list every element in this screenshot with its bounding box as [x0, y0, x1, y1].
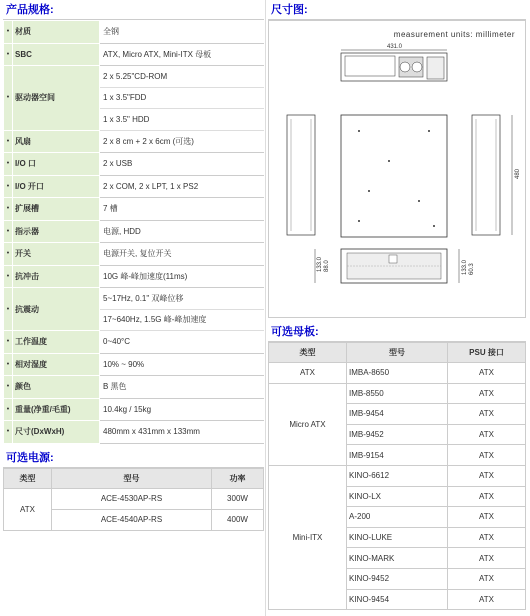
psu-model-cell: ACE-4530AP-RS [52, 488, 212, 509]
spec-key: 抗冲击 [13, 265, 100, 288]
table-row [4, 421, 264, 444]
dims-title: 尺寸图: [268, 0, 526, 20]
board-model-cell: IMB-8550 [347, 383, 448, 404]
table-row [269, 383, 526, 404]
table-row [4, 220, 264, 243]
spec-value: ATX, Micro ATX, Mini-ITX 母板 [100, 43, 264, 66]
psu-table [3, 468, 264, 531]
bullet-icon: • [4, 66, 13, 131]
spec-value: 480mm x 431mm x 133mm [100, 421, 264, 444]
boards-table [268, 342, 526, 610]
height-label-4: 60.3 [469, 263, 475, 275]
bullet-icon: • [4, 331, 13, 354]
board-psu-cell: ATX [448, 548, 526, 569]
spec-value: 2 x COM, 2 x LPT, 1 x PS2 [100, 175, 264, 198]
bullet-icon: • [4, 130, 13, 153]
board-psu-cell: ATX [448, 363, 526, 384]
psu-type-cell: ATX [4, 488, 52, 530]
table-row [4, 353, 264, 376]
spec-key: 开关 [13, 243, 100, 266]
spec-value: 1 x 3.5"FDD [100, 87, 264, 109]
spec-value: 10G 峰-峰加速度(11ms) [100, 265, 264, 288]
table-row [4, 175, 264, 198]
psu-power-cell: 300W [212, 488, 264, 509]
spec-key: 指示器 [13, 220, 100, 243]
board-model-cell: KINO-9454 [347, 589, 448, 610]
measurement-caption: measurement units: millimeter [393, 30, 515, 39]
spec-value: 电源开关, 复位开关 [100, 243, 264, 266]
board-psu-cell: ATX [448, 589, 526, 610]
board-model-cell: IMB-9154 [347, 445, 448, 466]
spec-value: 电源, HDD [100, 220, 264, 243]
spec-key: I/O 开口 [13, 175, 100, 198]
board-psu-cell: ATX [448, 527, 526, 548]
spec-table [3, 20, 264, 444]
bullet-icon: • [4, 21, 13, 44]
width-label: 431.0 [387, 44, 403, 50]
bullet-icon: • [4, 198, 13, 221]
table-row [4, 66, 264, 88]
bullet-icon: • [4, 43, 13, 66]
spec-key: SBC [13, 43, 100, 66]
board-model-cell: A-200 [347, 507, 448, 528]
bullet-icon: • [4, 353, 13, 376]
boards-title: 可选母板: [268, 322, 526, 342]
board-psu-cell: ATX [448, 465, 526, 486]
spec-key: 尺寸(DxWxH) [13, 421, 100, 444]
bullet-icon: • [4, 376, 13, 399]
board-psu-cell: ATX [448, 383, 526, 404]
column-divider [265, 0, 266, 616]
board-psu-cell: ATX [448, 486, 526, 507]
board-model-cell: KINO-MARK [347, 548, 448, 569]
spec-value: 7 槽 [100, 198, 264, 221]
psu-header-type: 类型 [4, 468, 52, 488]
psu-header-model: 型号 [52, 468, 212, 488]
board-model-cell: KINO-LX [347, 486, 448, 507]
right-column [268, 0, 526, 610]
spec-key: 颜色 [13, 376, 100, 399]
board-type-cell: ATX [269, 363, 347, 384]
spec-value: 5~17Hz, 0.1" 双峰位移 [100, 288, 264, 310]
board-type-cell: Mini-ITX [269, 465, 347, 609]
spec-value: 2 x 8 cm + 2 x 6cm (可选) [100, 130, 264, 153]
bullet-icon: • [4, 398, 13, 421]
table-row [4, 398, 264, 421]
boards-header-psu: PSU 接口 [448, 343, 526, 363]
spec-value: 0~40°C [100, 331, 264, 354]
board-psu-cell: ATX [448, 507, 526, 528]
spec-value: 2 x USB [100, 153, 264, 176]
table-row [4, 198, 264, 221]
table-row [4, 331, 264, 354]
table-row [4, 43, 264, 66]
psu-header-power: 功率 [212, 468, 264, 488]
board-model-cell: IMBA-8650 [347, 363, 448, 384]
table-row [4, 376, 264, 399]
table-row [4, 265, 264, 288]
spec-key: 驱动器空间 [13, 66, 100, 131]
height-label-1: 133.0 [317, 256, 323, 272]
board-type-cell: Micro ATX [269, 383, 347, 465]
spec-key: 抗震动 [13, 288, 100, 331]
spec-value: 10.4kg / 15kg [100, 398, 264, 421]
boards-header-type: 类型 [269, 343, 347, 363]
height-label-2: 88.0 [324, 260, 330, 272]
board-psu-cell: ATX [448, 424, 526, 445]
spec-key: 材质 [13, 21, 100, 44]
bullet-icon: • [4, 265, 13, 288]
board-model-cell: IMB-9454 [347, 404, 448, 425]
board-model-cell: KINO-9452 [347, 568, 448, 589]
psu-title: 可选电源: [3, 448, 264, 468]
spec-value: 10% ~ 90% [100, 353, 264, 376]
table-row [269, 465, 526, 486]
bullet-icon: • [4, 220, 13, 243]
boards-header-model: 型号 [347, 343, 448, 363]
board-model-cell: KINO-LUKE [347, 527, 448, 548]
table-row [4, 153, 264, 176]
table-row [4, 130, 264, 153]
psu-model-cell: ACE-4540AP-RS [52, 509, 212, 530]
height-label-3: 133.0 [462, 259, 468, 275]
board-psu-cell: ATX [448, 568, 526, 589]
bullet-icon: • [4, 288, 13, 331]
chassis-drawing [269, 21, 525, 317]
spec-key: 扩展槽 [13, 198, 100, 221]
psu-power-cell: 400W [212, 509, 264, 530]
spec-value: 全钢 [100, 21, 264, 44]
depth-label: 480 [515, 168, 521, 179]
bullet-icon: • [4, 175, 13, 198]
spec-key: 工作温度 [13, 331, 100, 354]
table-row [269, 363, 526, 384]
left-column [3, 0, 264, 531]
spec-title: 产品规格: [3, 0, 264, 20]
spec-value: B 黑色 [100, 376, 264, 399]
spec-value: 1 x 3.5" HDD [100, 109, 264, 131]
table-row [4, 488, 264, 509]
bullet-icon: • [4, 421, 13, 444]
spec-value: 2 x 5.25"CD-ROM [100, 66, 264, 88]
spec-key: 风扇 [13, 130, 100, 153]
board-psu-cell: ATX [448, 404, 526, 425]
dimension-drawing [268, 20, 526, 318]
spec-value: 17~640Hz, 1.5G 峰-峰加速度 [100, 309, 264, 331]
spec-key: 相对湿度 [13, 353, 100, 376]
board-psu-cell: ATX [448, 445, 526, 466]
table-row [4, 288, 264, 310]
board-model-cell: KINO-6612 [347, 465, 448, 486]
table-row [4, 243, 264, 266]
spec-key: 重量(净重/毛重) [13, 398, 100, 421]
bullet-icon: • [4, 153, 13, 176]
board-model-cell: IMB-9452 [347, 424, 448, 445]
spec-key: I/O 口 [13, 153, 100, 176]
table-row [4, 21, 264, 44]
bullet-icon: • [4, 243, 13, 266]
